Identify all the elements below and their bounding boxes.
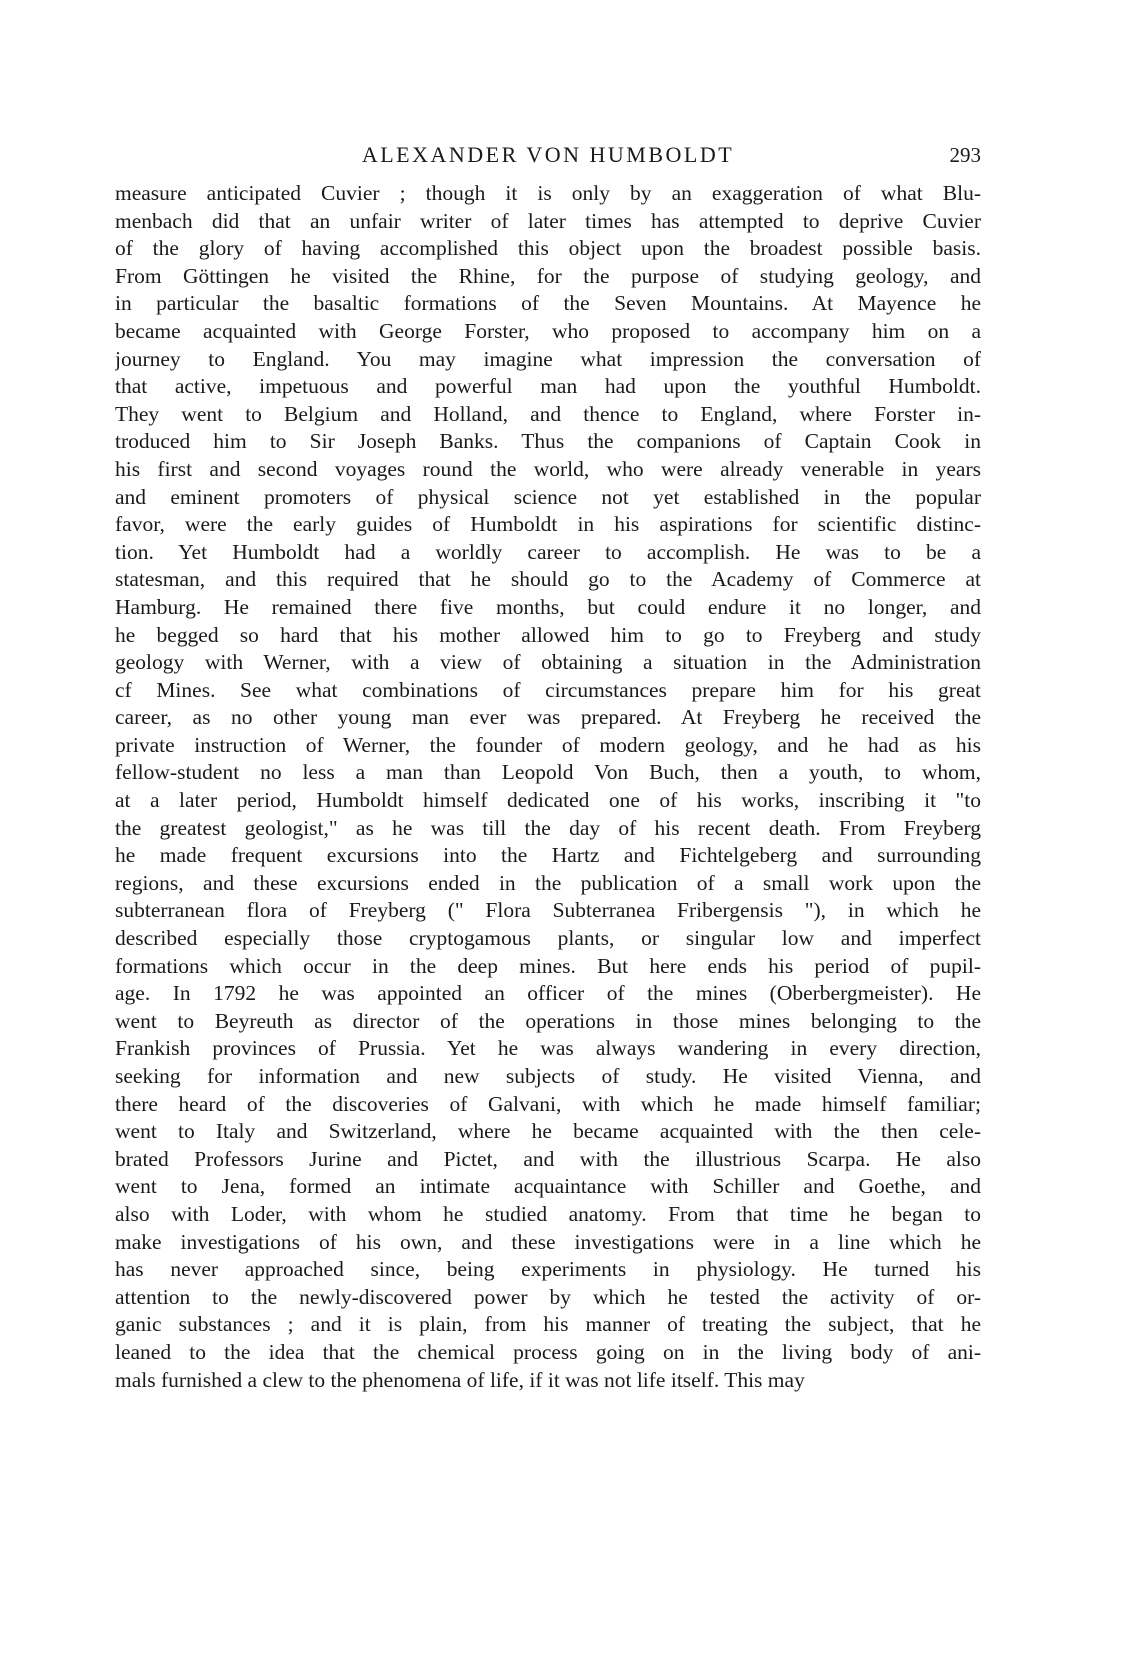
text-line: also with Loder, with whom he studied anatomy. From that time he began to — [115, 1201, 981, 1226]
text-line: ganic substances ; and it is plain, from his manner of treating the subject, that he — [115, 1312, 981, 1337]
text-line: leaned to the idea that the chemical process going on in the living body of ani- — [115, 1339, 981, 1364]
running-title: ALEXANDER VON HUMBOLDT — [361, 142, 735, 167]
text-line: journey to England. You may imagine what impression the conversation of — [115, 346, 981, 371]
text-line: attention to the newly-discovered power by which he tested the activity of or- — [115, 1284, 981, 1309]
text-line: favor, were the early guides of Humboldt in his aspirations for scientific distinc- — [115, 512, 981, 537]
text-line: measure anticipated Cuvier ; though it is only by an exaggeration of what Blu- — [115, 181, 981, 205]
text-line: mals furnished a clew to the phenomena of life, if it was not life itself. This may — [115, 1367, 805, 1392]
page — [115, 138, 981, 1394]
text-line: tion. Yet Humboldt had a worldly career to accomplish. He was to be a — [115, 539, 981, 564]
text-line: described especially those cryptogamous plants, or singular low and imperfect — [115, 926, 981, 951]
text-line: became acquainted with George Forster, who proposed to accompany him on a — [115, 318, 981, 343]
text-line: that active, impetuous and powerful man had upon the youthful Humboldt. — [115, 374, 981, 399]
text-line: statesman, and this required that he should go to the Academy of Commerce at — [115, 567, 981, 592]
text-line: went to Beyreuth as director of the operations in those mines belonging to the — [115, 1008, 981, 1033]
text-line: his first and second voyages round the world, who were already venerable in years — [115, 456, 981, 481]
running-head — [115, 138, 981, 172]
text-line: has never approached since, being experiments in physiology. He turned his — [115, 1257, 981, 1282]
text-line: the greatest geologist," as he was till the day of his recent death. From Freyberg — [115, 815, 981, 840]
text-line: there heard of the discoveries of Galvani, with which he made himself familiar; — [115, 1091, 981, 1116]
text-line: brated Professors Jurine and Pictet, and with the illustrious Scarpa. He also — [115, 1146, 981, 1171]
text-line: in particular the basaltic formations of the Seven Mountains. At Mayence he — [115, 291, 981, 316]
text-line: he begged so hard that his mother allowed him to go to Freyberg and study — [115, 622, 981, 647]
text-line: fellow-student no less a man than Leopold Von Buch, then a youth, to whom, — [115, 760, 981, 785]
text-line: private instruction of Werner, the founder of modern geology, and he had as his — [115, 732, 981, 757]
text-line: of the glory of having accomplished this object upon the broadest possible basis. — [115, 236, 981, 261]
text-line: make investigations of his own, and these investigations were in a line which he — [115, 1229, 981, 1254]
text-line: Frankish provinces of Prussia. Yet he was always wandering in every direction, — [115, 1036, 981, 1061]
text-line: at a later period, Humboldt himself dedicated one of his works, inscribing it "to — [115, 788, 981, 813]
text-line: menbach did that an unfair writer of later times has attempted to deprive Cuvier — [115, 208, 981, 233]
text-line: They went to Belgium and Holland, and thence to England, where Forster in- — [115, 401, 981, 426]
text-line: went to Italy and Switzerland, where he became acquainted with the then cele- — [115, 1119, 981, 1144]
text-line: From Göttingen he visited the Rhine, for the purpose of studying geology, and — [115, 263, 981, 288]
text-line: seeking for information and new subjects of study. He visited Vienna, and — [115, 1064, 981, 1088]
text-line: regions, and these excursions ended in the publication of a small work upon the — [115, 870, 981, 895]
text-line: Hamburg. He remained there five months, but could endure it no longer, and — [115, 594, 981, 619]
text-line: geology with Werner, with a view of obtaining a situation in the Administration — [115, 650, 981, 675]
body-text — [115, 180, 981, 1394]
text-line: subterranean flora of Freyberg (" Flora Subterranea Fribergensis "), in which he — [115, 898, 981, 923]
text-line: formations which occur in the deep mines. But here ends his period of pupil- — [115, 953, 981, 978]
page-number: 293 — [949, 143, 981, 167]
text-line: cf Mines. See what combinations of circumstances prepare him for his great — [115, 677, 981, 702]
text-line: and eminent promoters of physical science not yet established in the popular — [115, 484, 981, 509]
text-line: age. In 1792 he was appointed an officer of the mines (Oberbergmeister). He — [115, 981, 981, 1006]
text-line: went to Jena, formed an intimate acquaintance with Schiller and Goethe, and — [115, 1174, 981, 1199]
text-line: he made frequent excursions into the Hartz and Fichtelgeberg and surrounding — [115, 843, 981, 868]
text-line: career, as no other young man ever was prepared. At Freyberg he received the — [115, 705, 981, 730]
text-line: troduced him to Sir Joseph Banks. Thus the companions of Captain Cook in — [115, 429, 981, 454]
